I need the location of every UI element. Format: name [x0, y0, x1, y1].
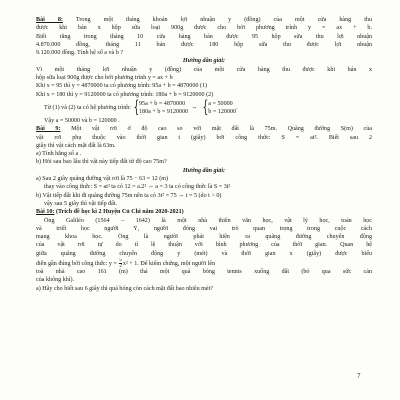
line-text: Vì một tháng lợi nhuận y (đồng) của một cửa hàng thu được khi bán x — [36, 66, 372, 73]
text-line — [36, 142, 372, 150]
line-text: Hướng dẫn giải: — [182, 167, 226, 174]
text-line — [36, 276, 372, 284]
line-text: 4.870.000 đồng, tháng 11 bán được 180 hộp sữa thu được lợi nhuận — [36, 41, 372, 48]
text-line — [36, 192, 372, 200]
system-eq-1: 95a + b = 4870000 — [139, 100, 186, 107]
line-text: của không khí). — [36, 277, 75, 284]
line-text: của vật rơi tự do tỉ lệ thuận với bình phương của thời gian. Quan hệ — [36, 242, 372, 249]
line-text: thay vào công thức: S = at² ta có 12 = a.2² ⇔ a = 3 ta có công thức là S = 3t² — [44, 184, 231, 191]
problem-label: Bài 9: — [36, 126, 61, 133]
problem-label: Bài 8: — [36, 17, 63, 23]
text-line — [36, 74, 372, 82]
line-text: 9.120.000 đồng. Tính hệ số a và b ? — [36, 50, 124, 57]
line-text: Khi x = 95 thì y = 4870000 ta có phương trình: 95a + b = 4870000 (1) — [36, 83, 208, 90]
text-line — [36, 268, 372, 276]
text-line — [36, 208, 372, 216]
line-text: a) Tính hằng số a . — [36, 151, 82, 158]
line-text: hộp sữa loại 900g được cho bởi phương trình y = ax + b — [36, 75, 173, 82]
line-text: vật rơi phụ thuộc vào thời gian t (giây) bởi công thức: S = at². Biết sau 2 — [36, 134, 372, 141]
system-results — [208, 100, 236, 116]
equation-system — [36, 99, 372, 117]
text-line — [36, 16, 372, 24]
left-brace-result: { — [202, 98, 209, 117]
page-number: 7 — [357, 372, 361, 380]
text-line — [36, 285, 372, 293]
fraction-denominator: 2 — [119, 264, 122, 269]
text-line — [36, 57, 372, 65]
text-line — [36, 134, 372, 142]
line-text: b) Vật tiếp đất khi đi quãng đường 75m nên ta có 3t² = 75 ⇔ t = 5 (do t > 0) — [36, 192, 222, 199]
system-result-2: b = 120000 — [208, 108, 237, 115]
line-text: giây thì vật cách mặt đất là 63m. — [36, 142, 116, 149]
galileo-formula-line — [36, 258, 372, 268]
text-line — [36, 49, 372, 57]
line-text: và triết học người Ý, người đóng vai trò quan trọng trong cuộc cách — [36, 225, 372, 232]
text-line — [36, 41, 372, 49]
text-line — [36, 158, 372, 166]
text-line — [36, 200, 372, 208]
text-line — [36, 250, 372, 258]
problem-9-block — [36, 117, 372, 258]
line-text: Ông Galiléo (1564 – 1642) là một nhà thiên văn học, vật lý học, toán học — [44, 217, 372, 224]
text-line — [36, 241, 372, 249]
line-text: a) Hãy cho biết sau 6 giây thì quả bóng còn cách mặt đất bao nhiêu mét? — [36, 285, 213, 292]
line-text: (Trích đề học kì 2 Huyện Củ Chi năm 2020-2021) — [55, 209, 184, 216]
line-text: được khi bán x hộp sữa loại 900g được cho bởi phương trình y = ax + b. — [36, 25, 372, 32]
line-text: Một vật rơi ở độ cao so với mặt đất là 75m. Quãng đường S(m) của — [71, 126, 372, 133]
page-content — [36, 16, 372, 293]
text-line — [36, 33, 372, 41]
line-text: a) Sau 2 giây quãng đường vật rơi là 75 − 63 = 12 (m) — [36, 176, 169, 183]
line-text: Hướng dẫn giải: — [182, 58, 226, 65]
line-text: Trong một tháng khoản lợi nhuận y (đồng) của một cửa hàng thu — [75, 17, 372, 23]
text-line — [36, 167, 372, 175]
left-brace: { — [133, 98, 140, 117]
problem-label: Bài 10: — [36, 209, 55, 216]
line-text: Biết rằng trong tháng 10 cửa hàng bán được 95 hộp sữa thu lợi nhuận — [36, 33, 372, 40]
text-line — [36, 233, 372, 241]
formula-fraction — [119, 258, 122, 268]
problem-10-continuation — [36, 268, 372, 293]
fraction-numerator: 5 — [119, 258, 122, 264]
text-line — [36, 66, 372, 74]
line-text: Khi x = 180 thì y = 9120000 ta có phương trình: 180a + b = 9120000 (2) — [36, 91, 214, 98]
text-line — [36, 82, 372, 90]
line-text: toà nhà cao 161 (m) thả một quả bóng tennis xuống đất (bỏ qua sức cản — [36, 269, 372, 276]
text-line — [36, 225, 372, 233]
text-line — [36, 91, 372, 99]
text-line — [36, 117, 372, 125]
formula-before: diễn gần đúng bởi công thức: y = — [36, 260, 119, 267]
line-text: b) Hỏi sau bao lâu thì vật này tiếp đất từ độ cao 75m? — [36, 159, 167, 166]
system-prefix: Từ (1) và (2) ta có hệ phương trình: — [44, 104, 131, 111]
text-line — [36, 150, 372, 158]
system-result-1: a = 50000 — [208, 100, 233, 107]
text-line — [36, 183, 372, 191]
line-text: mạng khoa học. Ông là người phát hiện ra quãng đường chuyển động — [36, 234, 372, 241]
line-text: vậy sau 5 giây thì vật tiếp đất. — [44, 200, 118, 207]
system-equations — [139, 100, 188, 116]
system-eq-2: 180a + b = 9120000 — [139, 108, 189, 115]
text-line — [36, 175, 372, 183]
text-line — [36, 24, 372, 32]
system-suffix: . — [236, 104, 238, 111]
problem-8-block — [36, 16, 372, 99]
line-text: Vậy a = 50000 và b = 120000 . — [44, 117, 120, 124]
equivalence-arrow: ⇔ — [191, 104, 198, 111]
formula-after: x² + 1. Để kiểm chứng, một người lên — [122, 260, 216, 267]
line-text: giữa quãng đường chuyển động y (mét) và thời gian x (giây) được biểu — [36, 250, 372, 257]
text-line — [36, 217, 372, 225]
text-line — [36, 125, 372, 133]
